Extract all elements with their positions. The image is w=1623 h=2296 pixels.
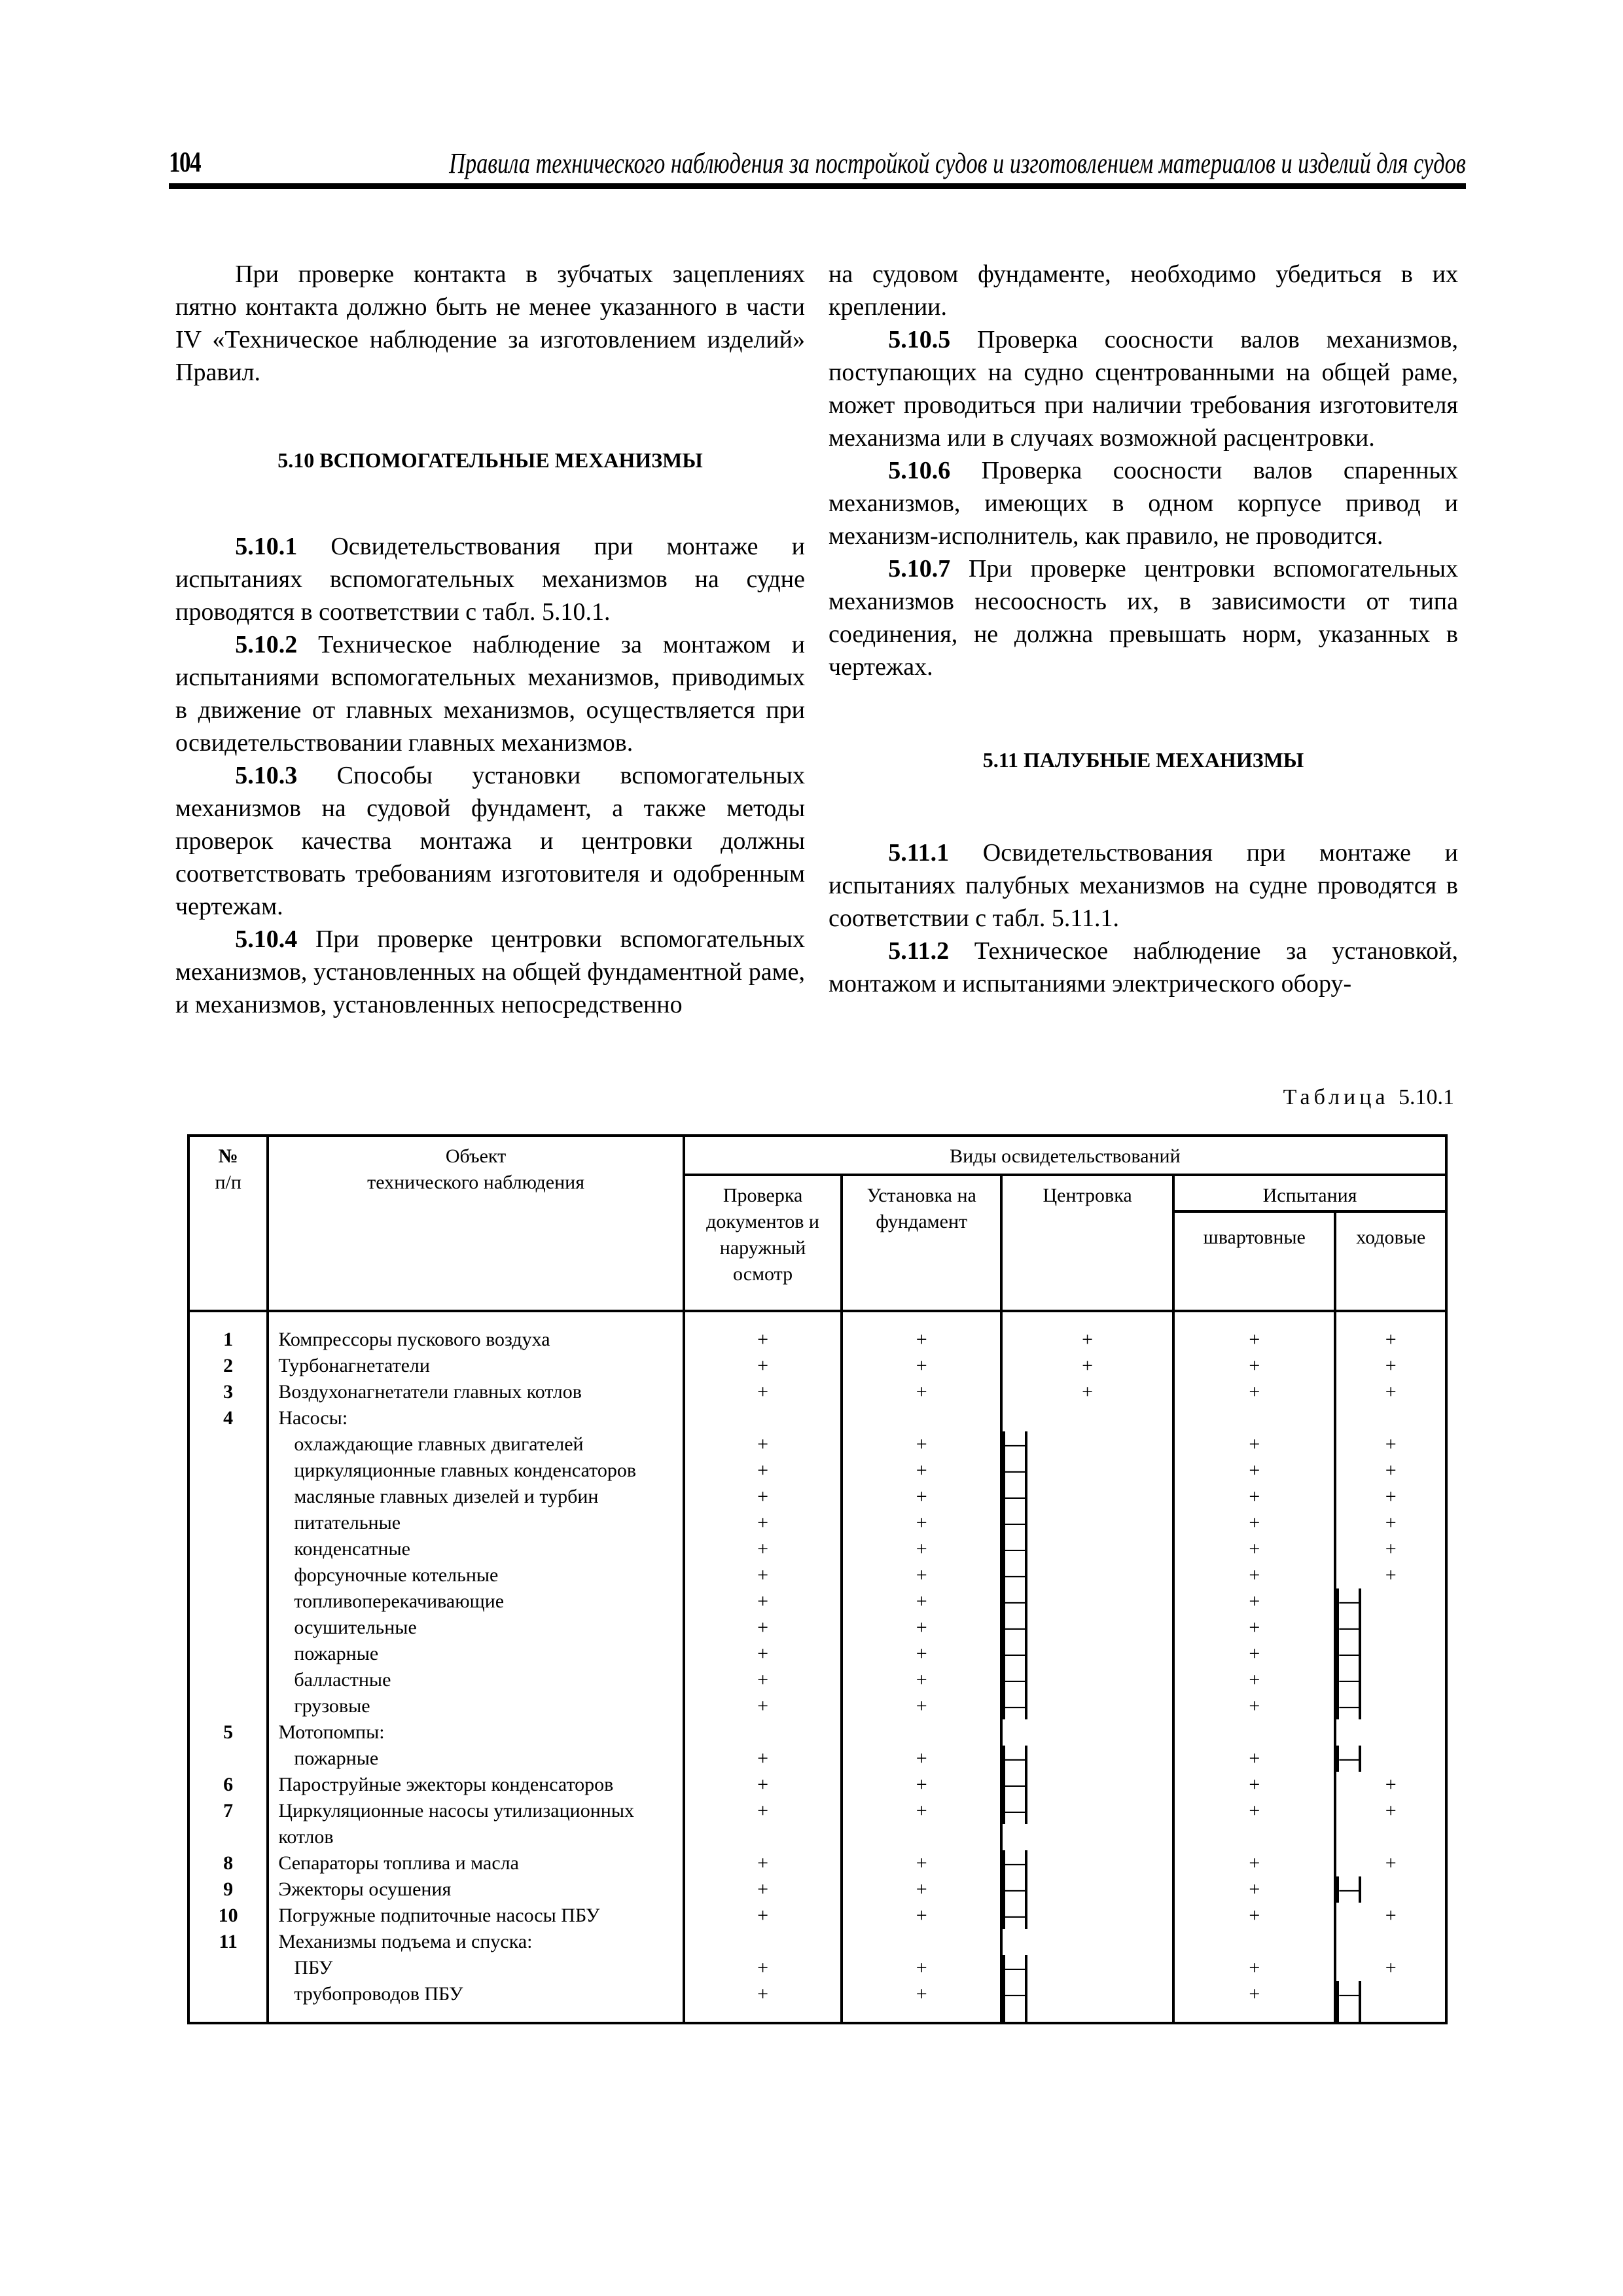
plus-mark: + [1173,1981,1335,2023]
plus-mark: + [842,1311,1001,1353]
plus-mark: + [1173,1955,1335,1981]
dash-mark: — [1336,1615,1361,1641]
row-object: осушительные [268,1615,683,1641]
plus-mark: + [1335,1955,1446,1981]
plus-mark: + [1335,1484,1446,1510]
row-index: 6 [188,1772,268,1798]
plus-mark: + [1335,1850,1446,1876]
header-tests: Испытания [1173,1175,1446,1211]
row-object: Сепараторы топлива и масла [268,1850,683,1876]
plus-mark: + [1173,1484,1335,1510]
plus-mark: + [684,1562,842,1588]
paragraph-5-10-3 [175,759,805,923]
row-index: 7 [188,1798,268,1824]
plus-mark: + [1173,1746,1335,1772]
table-row [188,1353,1446,1379]
plus-mark: + [1001,1379,1173,1405]
row-object: Циркуляционные насосы утилизационных [268,1798,683,1824]
clause-text: Освидетельствования при монтаже и испытаниях вспомогательных механизмов на судне проводятся в соответствии с табл. 5.10.1. [175,533,805,626]
row-object: форсуночные котельные [268,1562,683,1588]
plus-mark: + [842,1458,1001,1484]
row-index [188,1562,268,1588]
page-number: 104 [169,146,200,178]
plus-mark: + [1001,1311,1173,1353]
plus-mark: + [684,1798,842,1824]
plus-mark: + [684,1311,842,1353]
header-object [268,1136,683,1311]
row-object: пожарные [268,1746,683,1772]
plus-mark: + [842,1484,1001,1510]
row-index: 11 [188,1929,268,1955]
row-object: балластные [268,1667,683,1693]
row-index [188,1746,268,1772]
plus-mark: + [684,1850,842,1876]
dash-mark: — [1003,1798,1027,1824]
header-installation: Установка на фундамент [842,1175,1001,1311]
plus-mark: + [1173,1536,1335,1562]
plus-mark: + [684,1667,842,1693]
row-index: 8 [188,1850,268,1876]
plus-mark: + [1173,1772,1335,1798]
plus-mark: + [842,1615,1001,1641]
table-row [188,1615,1446,1641]
paragraph-5-11-1 [829,836,1458,935]
row-index [188,1431,268,1458]
dash-mark: — [1003,1615,1027,1641]
plus-mark: + [1173,1353,1335,1379]
paragraph-5-10-5 [829,323,1458,454]
dash-mark: — [1336,1693,1361,1719]
row-object: Насосы: [268,1405,683,1431]
dash-mark: — [1003,1955,1027,1981]
plus-mark: + [1173,1798,1335,1824]
plus-mark: + [684,1876,842,1903]
plus-mark: + [842,1746,1001,1772]
plus-mark: + [842,1641,1001,1667]
header-object-line2: технического наблюдения [367,1172,585,1193]
dash-mark: — [1003,1562,1027,1588]
empty-cell [1335,1929,1446,1955]
plus-mark: + [1335,1903,1446,1929]
row-object: трубопроводов ПБУ [268,1981,683,2023]
row-index [188,1981,268,2023]
paragraph-5-10-4 [175,923,805,1021]
intro-paragraph: При проверке контакта в зубчатых зацеплениях пятно контакта должно быть не менее указанного в части IV «Техническое наблюдение за изготовлением изделий» Правил. [175,260,805,386]
dash-mark: — [1003,1981,1027,2022]
paragraph-5-10-1 [175,530,805,628]
header-mooring: швартовные [1173,1211,1335,1311]
table-row [188,1903,1446,1929]
plus-mark: + [842,1876,1001,1903]
row-object: Эжекторы осушения [268,1876,683,1903]
page-header [169,145,1466,189]
plus-mark: + [842,1798,1001,1824]
dash-mark: — [1003,1876,1027,1903]
row-object: Погружные подпиточные насосы ПБУ [268,1903,683,1929]
empty-cell [1173,1929,1335,1955]
plus-mark: + [1001,1353,1173,1379]
row-index [188,1615,268,1641]
row-index [188,1510,268,1536]
plus-mark: + [684,1955,842,1981]
plus-mark: + [684,1536,842,1562]
plus-mark: + [684,1484,842,1510]
dash-mark: — [1003,1667,1027,1693]
header-sea: ходовые [1335,1211,1446,1311]
dash-mark: — [1003,1588,1027,1615]
empty-cell [684,1824,842,1850]
table-row [188,1981,1446,2023]
plus-mark: + [1335,1562,1446,1588]
dash-mark: — [1336,1588,1361,1615]
plus-mark: + [1335,1431,1446,1458]
continuation-paragraph: на судовом фундаменте, необходимо убедиться в их креплении. [829,260,1458,321]
plus-mark: + [684,1693,842,1719]
plus-mark: + [842,1693,1001,1719]
row-object: охлаждающие главных двигателей [268,1431,683,1458]
plus-mark: + [842,1772,1001,1798]
row-object: котлов [268,1824,683,1850]
table-row [188,1693,1446,1719]
clause-number: 5.10.7 [888,555,951,583]
empty-cell [1173,1824,1335,1850]
plus-mark: + [1173,1667,1335,1693]
empty-cell [842,1719,1001,1746]
dash-mark: — [1003,1641,1027,1667]
clause-number: 5.11.1 [888,839,950,867]
plus-mark: + [1335,1772,1446,1798]
paragraph-5-10-7 [829,552,1458,683]
paragraph-5-10-2 [175,628,805,759]
plus-mark: + [1173,1379,1335,1405]
dash-mark: — [1003,1536,1027,1562]
empty-cell [684,1719,842,1746]
empty-cell [1335,1719,1446,1746]
row-object: пожарные [268,1641,683,1667]
table-row [188,1876,1446,1903]
plus-mark: + [1173,1431,1335,1458]
plus-mark: + [684,1615,842,1641]
clause-number: 5.11.2 [888,937,950,965]
plus-mark: + [1335,1536,1446,1562]
row-object: конденсатные [268,1536,683,1562]
plus-mark: + [1173,1850,1335,1876]
table-caption-number: 5.10.1 [1399,1085,1454,1109]
table-row [188,1929,1446,1955]
table-row [188,1484,1446,1510]
empty-cell [842,1824,1001,1850]
row-object: грузовые [268,1693,683,1719]
plus-mark: + [842,1667,1001,1693]
left-column [175,258,805,1021]
plus-mark: + [1173,1693,1335,1719]
table-row [188,1772,1446,1798]
empty-cell [1001,1824,1173,1850]
dash-mark: — [1003,1458,1027,1484]
header-number-sign: № [218,1145,238,1167]
table-row [188,1562,1446,1588]
plus-mark: + [1173,1615,1335,1641]
plus-mark: + [1173,1903,1335,1929]
table-row [188,1667,1446,1693]
dash-mark: — [1336,1981,1361,2022]
clause-text: При проверке центровки вспомогательных механизмов, установленных на общей фундаментной раме, и механизмов, установленных непосредственно [175,925,805,1018]
plus-mark: + [1173,1458,1335,1484]
empty-cell [1335,1405,1446,1431]
table-caption [1283,1085,1454,1110]
plus-mark: + [842,1431,1001,1458]
plus-mark: + [1173,1510,1335,1536]
table-row [188,1536,1446,1562]
dash-mark: — [1003,1746,1027,1772]
row-object: Пароструйные эжекторы конденсаторов [268,1772,683,1798]
clause-text: При проверке центровки вспомогательных механизмов несоосность их, в зависимости от типа соединения, не должна превышать норм, указанных в чертежах. [829,555,1458,681]
clause-number: 5.10.4 [235,925,298,953]
row-index [188,1693,268,1719]
row-index: 1 [188,1311,268,1353]
plus-mark: + [1335,1379,1446,1405]
table-row [188,1798,1446,1824]
header-doc-check: Проверка документов и наружный осмотр [684,1175,842,1311]
dash-mark: — [1003,1484,1027,1510]
row-object: питательные [268,1510,683,1536]
dash-mark: — [1336,1746,1361,1772]
row-object: Турбонагнетатели [268,1353,683,1379]
empty-cell [1001,1405,1173,1431]
plus-mark: + [842,1588,1001,1615]
row-index: 2 [188,1353,268,1379]
plus-mark: + [842,1536,1001,1562]
plus-mark: + [684,1353,842,1379]
table-row [188,1431,1446,1458]
row-object: топливоперекачивающие [268,1588,683,1615]
plus-mark: + [1173,1876,1335,1903]
row-index [188,1667,268,1693]
section-title-5-10: 5.10 ВСПОМОГАТЕЛЬНЫЕ МЕХАНИЗМЫ [277,448,703,472]
row-index: 9 [188,1876,268,1903]
table-row [188,1405,1446,1431]
section-title-5-11: 5.11 ПАЛУБНЫЕ МЕХАНИЗМЫ [982,748,1304,772]
plus-mark: + [842,1562,1001,1588]
table-row [188,1955,1446,1981]
dash-mark: — [1336,1667,1361,1693]
row-object: масляные главных дизелей и турбин [268,1484,683,1510]
header-number-pp: п/п [215,1172,241,1193]
plus-mark: + [1335,1311,1446,1353]
table-row [188,1824,1446,1850]
row-index [188,1458,268,1484]
paragraph-5-10-6 [829,454,1458,552]
plus-mark: + [1173,1311,1335,1353]
plus-mark: + [1173,1641,1335,1667]
plus-mark: + [684,1772,842,1798]
row-index: 5 [188,1719,268,1746]
empty-cell [1001,1929,1173,1955]
plus-mark: + [684,1981,842,2023]
plus-mark: + [684,1458,842,1484]
clause-text: Способы установки вспомогательных механизмов на судовой фундамент, а также методы проверок качества монтажа и центровки должны соответствовать требованиям изготовителя и одобренным чертежам. [175,762,805,920]
row-object: Механизмы подъема и спуска: [268,1929,683,1955]
clause-number: 5.10.1 [235,533,298,560]
dash-mark: — [1003,1510,1027,1536]
right-column [829,258,1458,1000]
empty-cell [1173,1719,1335,1746]
clause-number: 5.10.5 [888,326,951,353]
table-row [188,1719,1446,1746]
row-index: 4 [188,1405,268,1431]
plus-mark: + [842,1981,1001,2023]
plus-mark: + [684,1641,842,1667]
plus-mark: + [842,1850,1001,1876]
table-caption-word: Таблица [1283,1085,1389,1109]
table-body [188,1311,1446,2023]
table-row [188,1641,1446,1667]
clause-number: 5.10.3 [235,762,298,789]
row-index [188,1588,268,1615]
table-row [188,1379,1446,1405]
plus-mark: + [1173,1562,1335,1588]
table-row [188,1588,1446,1615]
clause-text: Освидетельствования при монтаже и испытаниях палубных механизмов на судне проводятся в соответствии с табл. 5.11.1. [829,839,1458,932]
dash-mark: — [1336,1641,1361,1667]
dash-mark: — [1003,1772,1027,1798]
header-object-line1: Объект [445,1145,507,1167]
header-survey-types: Виды освидетельствований [684,1136,1446,1175]
row-index [188,1955,268,1981]
row-index [188,1536,268,1562]
dash-mark: — [1003,1693,1027,1719]
clause-number: 5.10.2 [235,631,298,658]
plus-mark: + [1173,1588,1335,1615]
empty-cell [684,1405,842,1431]
dash-mark: — [1003,1431,1027,1458]
empty-cell [842,1929,1001,1955]
row-object: Мотопомпы: [268,1719,683,1746]
plus-mark: + [684,1746,842,1772]
table-row [188,1510,1446,1536]
row-object: ПБУ [268,1955,683,1981]
dash-mark: — [1003,1850,1027,1876]
plus-mark: + [1335,1510,1446,1536]
table-row [188,1746,1446,1772]
plus-mark: + [684,1510,842,1536]
row-object: Компрессоры пускового воздуха [268,1311,683,1353]
dash-mark: — [1003,1903,1027,1929]
plus-mark: + [1335,1458,1446,1484]
empty-cell [1335,1824,1446,1850]
header-number [188,1136,268,1311]
row-index: 10 [188,1903,268,1929]
empty-cell [684,1929,842,1955]
plus-mark: + [684,1379,842,1405]
running-title: Правила технического наблюдения за постройкой судов и изготовлением материалов и изделий для судов [449,147,1466,179]
clause-text: Техническое наблюдение за монтажом и испытаниями вспомогательных механизмов, приводимых в движение от главных механизмов, осуществляется при освидетельствовании главных механизмов. [175,631,805,757]
plus-mark: + [842,1353,1001,1379]
table-row [188,1311,1446,1353]
plus-mark: + [684,1588,842,1615]
plus-mark: + [1335,1798,1446,1824]
plus-mark: + [842,1510,1001,1536]
row-object: циркуляционные главных конденсаторов [268,1458,683,1484]
clause-text: Техническое наблюдение за установкой, монтажом и испытаниями электрического обору- [829,937,1458,997]
plus-mark: + [842,1903,1001,1929]
dash-mark: — [1336,1876,1361,1903]
paragraph-5-11-2 [829,935,1458,1000]
table-row [188,1850,1446,1876]
row-object: Воздухонагнетатели главных котлов [268,1379,683,1405]
plus-mark: + [842,1955,1001,1981]
empty-cell [842,1405,1001,1431]
empty-cell [1001,1719,1173,1746]
clause-number: 5.10.6 [888,457,951,484]
clause-text: Проверка соосности валов спаренных механизмов, имеющих в одном корпусе привод и механизм-исполнитель, как правило, не проводится. [829,457,1458,550]
plus-mark: + [1335,1353,1446,1379]
header-alignment: Центровка [1001,1175,1173,1311]
plus-mark: + [684,1431,842,1458]
plus-mark: + [684,1903,842,1929]
row-index: 3 [188,1379,268,1405]
survey-table [187,1134,1448,2024]
empty-cell [1173,1405,1335,1431]
plus-mark: + [842,1379,1001,1405]
row-index [188,1641,268,1667]
table-row [188,1458,1446,1484]
row-index [188,1824,268,1850]
clause-text: Проверка соосности валов механизмов, поступающих на судно сцентрованными на общей раме, может проводиться при наличии требования изготовителя механизма или в случаях возможной расцентровки. [829,326,1458,452]
row-index [188,1484,268,1510]
